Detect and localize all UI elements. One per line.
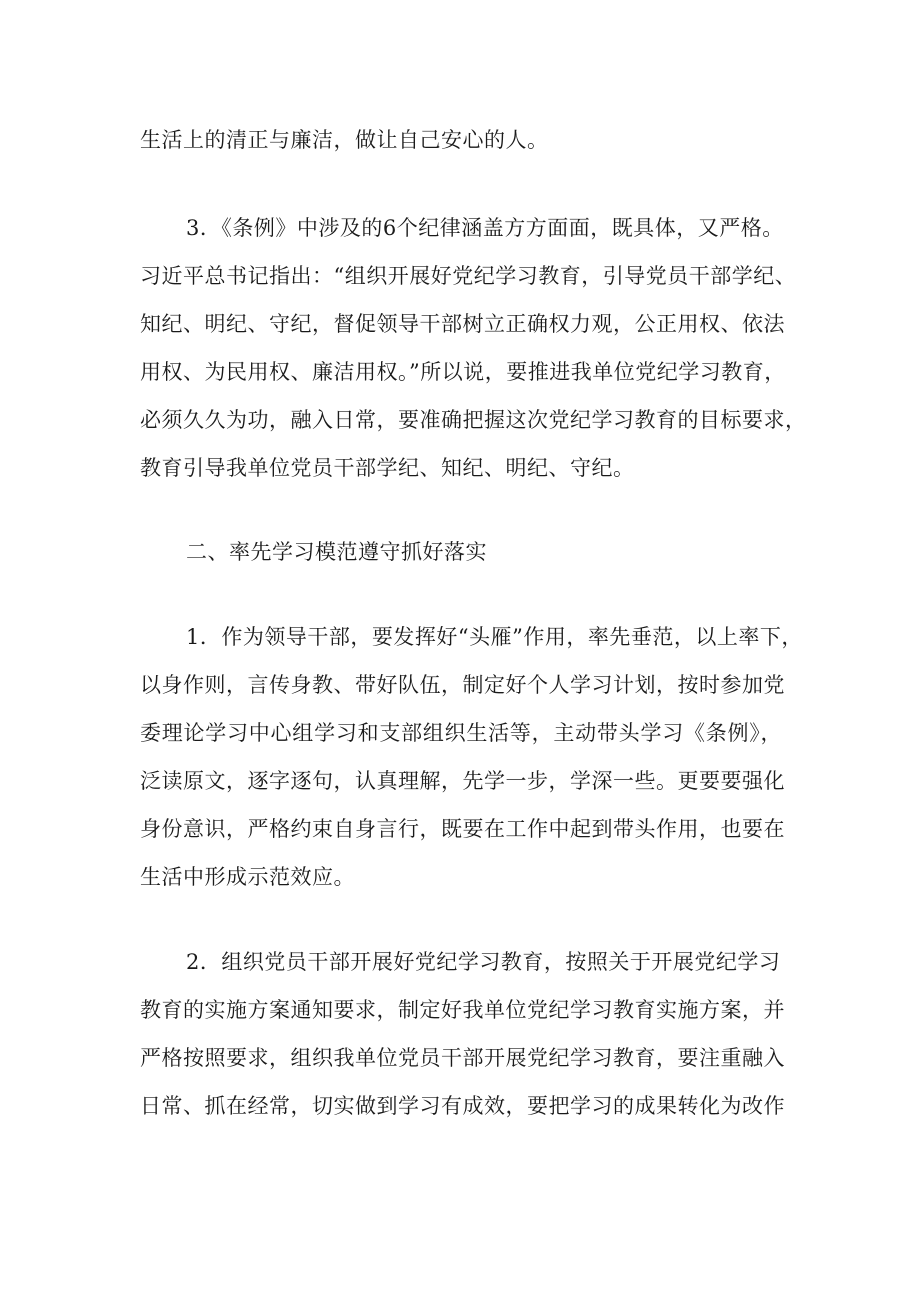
paragraph-line: 身份意识，严格约束自身言行，既要在工作中起到带头作用，也要在	[140, 817, 785, 841]
paragraph-line: 1．作为领导干部，要发挥好“头雁”作用，率先垂范，以上率下，	[186, 625, 803, 649]
paragraph-line: 2．组织党员干部开展好党纪学习教育，按照关于开展党纪学习	[186, 950, 781, 974]
paragraph-line: 生活上的清正与廉洁，做让自己安心的人。	[140, 128, 549, 152]
paragraph-line: 委理论学习中心组学习和支部组织生活等，主动带头学习《条例》，	[140, 721, 782, 745]
paragraph-line: 生活中形成示范效应。	[140, 865, 355, 889]
paragraph-line: 必须久久为功，融入日常，要准确把握这次党纪学习教育的目标要求，	[140, 408, 807, 432]
paragraph-line: 日常、抓在经常，切实做到学习有成效，要把学习的成果转化为改作	[140, 1094, 785, 1118]
paragraph-line: 教育的实施方案通知要求，制定好我单位党纪学习教育实施方案，并	[140, 998, 785, 1022]
section-heading: 二、率先学习模范遵守抓好落实	[186, 540, 487, 564]
paragraph-line: 以身作则，言传身教、带好队伍，制定好个人学习计划，按时参加党	[140, 673, 785, 697]
paragraph-line: 3．《条例》中涉及的6个纪律涵盖方方面面，既具体，又严格。	[186, 216, 784, 240]
paragraph-line: 教育引导我单位党员干部学纪、知纪、明纪、守纪。	[140, 456, 635, 480]
paragraph-line: 习近平总书记指出：“组织开展好党纪学习教育，引导党员干部学纪、	[140, 264, 797, 288]
paragraph-line: 知纪、明纪、守纪，督促领导干部树立正确权力观，公正用权、依法	[140, 312, 785, 336]
paragraph-line: 用权、为民用权、廉洁用权。”所以说，要推进我单位党纪学习教育，	[140, 360, 786, 384]
paragraph-line: 严格按照要求，组织我单位党员干部开展党纪学习教育，要注重融入	[140, 1046, 785, 1070]
paragraph-line: 泛读原文，逐字逐句，认真理解，先学一步，学深一些。更要要强化	[140, 769, 785, 793]
